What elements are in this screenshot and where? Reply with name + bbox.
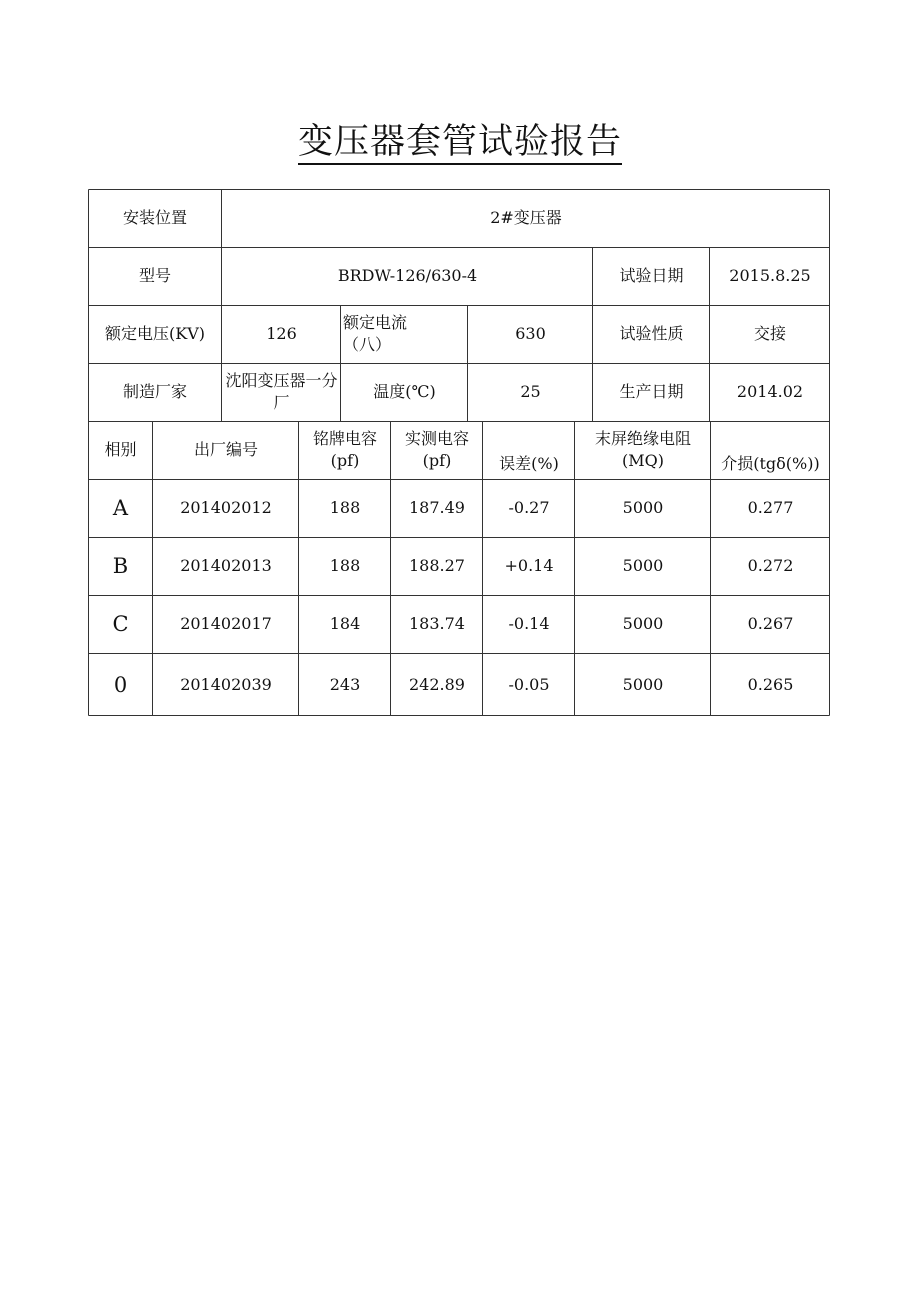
model-value: BRDW-126/630-4 bbox=[337, 266, 478, 285]
row-0-serial: 201402039 bbox=[180, 674, 272, 694]
header-nameplate-cap-line2: (pf) bbox=[330, 451, 360, 470]
model-label: 型号 bbox=[138, 266, 171, 285]
production-date-value: 2014.02 bbox=[736, 382, 804, 401]
temperature-value: 25 bbox=[520, 382, 541, 401]
row-a-measured-cap: 187.49 bbox=[409, 498, 465, 517]
row-c-insulation: 5000 bbox=[622, 614, 664, 633]
report-title bbox=[0, 114, 920, 164]
row-b-insulation: 5000 bbox=[622, 556, 664, 575]
row-b-serial: 201402013 bbox=[180, 556, 272, 575]
rated-current-value: 630 bbox=[515, 324, 546, 343]
row-a-phase: A bbox=[112, 496, 129, 520]
temperature-label: 温度(℃) bbox=[373, 382, 436, 401]
manufacturer-value bbox=[222, 363, 341, 421]
row-0-loss: 0.265 bbox=[747, 674, 794, 694]
row-b-nameplate-cap: 188 bbox=[329, 556, 361, 575]
row-0-insulation: 5000 bbox=[622, 674, 664, 694]
test-date-value: 2015.8.25 bbox=[729, 266, 811, 285]
install-location-value: 2#变压器 bbox=[490, 208, 562, 227]
header-measured-cap-line2: (pf) bbox=[422, 451, 452, 470]
production-date-label: 生产日期 bbox=[619, 382, 684, 401]
row-c-measured-cap: 183.74 bbox=[409, 614, 465, 633]
header-loss: 介损(tgδ(%)) bbox=[721, 454, 820, 473]
header-measured-cap bbox=[391, 421, 483, 479]
rated-current-label-line2: （八） bbox=[343, 335, 392, 354]
report-table bbox=[88, 189, 830, 716]
row-b-error: +0.14 bbox=[504, 556, 554, 575]
row-a-loss: 0.277 bbox=[747, 498, 794, 517]
header-nameplate-cap bbox=[299, 421, 391, 479]
install-location-label: 安装位置 bbox=[122, 208, 187, 227]
rated-voltage-label: 额定电压(KV) bbox=[105, 324, 205, 343]
row-b-phase: B bbox=[112, 554, 129, 578]
row-a-insulation: 5000 bbox=[622, 498, 664, 517]
header-insulation-line2: (MQ) bbox=[622, 451, 664, 470]
test-nature-label: 试验性质 bbox=[619, 324, 684, 343]
row-c-phase: C bbox=[112, 612, 129, 636]
row-0-phase: 0 bbox=[113, 672, 128, 697]
manufacturer-label: 制造厂家 bbox=[122, 382, 187, 401]
rated-voltage-value: 126 bbox=[266, 324, 297, 343]
header-error: 误差(%) bbox=[499, 454, 559, 473]
row-0-measured-cap: 242.89 bbox=[409, 674, 465, 694]
header-serial: 出厂编号 bbox=[193, 440, 258, 459]
row-b-loss: 0.272 bbox=[747, 556, 794, 575]
header-nameplate-cap-line1: 铭牌电容 bbox=[312, 429, 377, 448]
test-nature-value: 交接 bbox=[753, 324, 786, 343]
header-insulation-line1: 末屏绝缘电阻 bbox=[594, 429, 691, 448]
row-a-serial: 201402012 bbox=[180, 498, 272, 517]
row-c-error: -0.14 bbox=[508, 614, 550, 633]
header-phase: 相别 bbox=[104, 440, 137, 459]
rated-current-label bbox=[341, 305, 468, 363]
row-0-error: -0.05 bbox=[508, 674, 550, 694]
row-a-error: -0.27 bbox=[508, 498, 550, 517]
report-title-text: 变压器套管试验报告 bbox=[298, 122, 622, 165]
header-measured-cap-line1: 实测电容 bbox=[404, 429, 469, 448]
rated-current-label-line1: 额定电流 bbox=[343, 313, 408, 332]
row-a-nameplate-cap: 188 bbox=[329, 498, 361, 517]
row-b-measured-cap: 188.27 bbox=[409, 556, 465, 575]
row-c-nameplate-cap: 184 bbox=[329, 614, 361, 633]
manufacturer-value-line1: 沈阳变压器一分 bbox=[225, 371, 338, 390]
row-c-loss: 0.267 bbox=[747, 614, 794, 633]
header-insulation bbox=[575, 421, 711, 479]
row-c-serial: 201402017 bbox=[180, 614, 272, 633]
row-0-nameplate-cap: 243 bbox=[329, 674, 361, 694]
test-date-label: 试验日期 bbox=[619, 266, 684, 285]
manufacturer-value-line2: 厂 bbox=[273, 393, 290, 412]
